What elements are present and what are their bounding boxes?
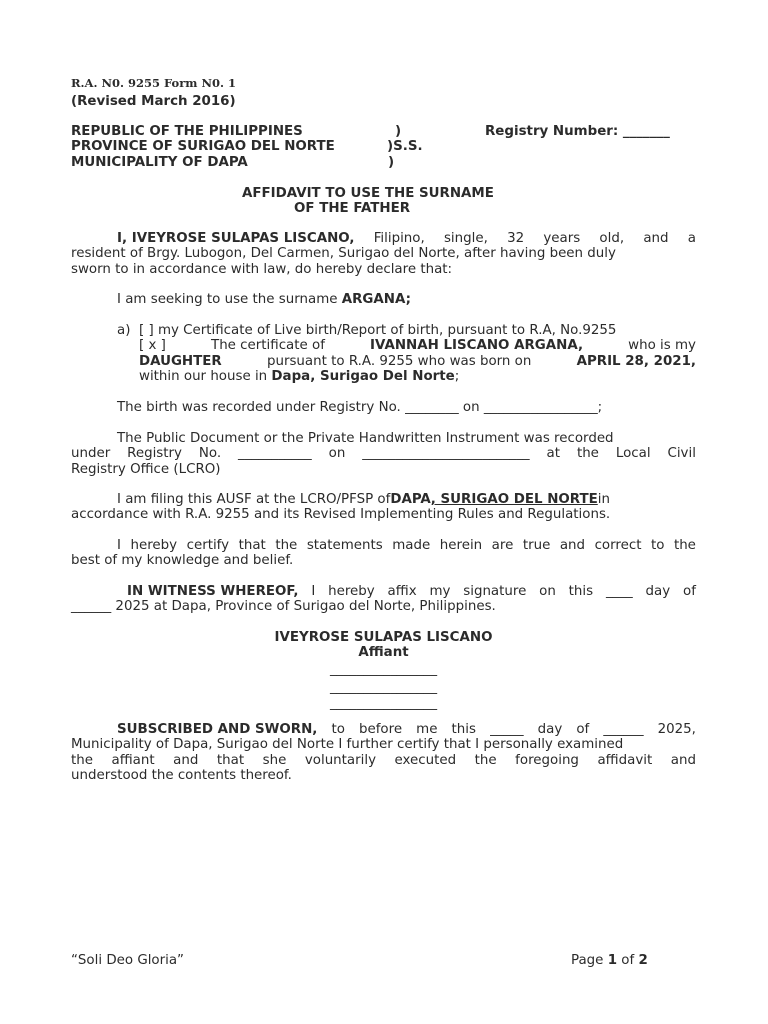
page-indicator: Page 1 of 2 [571,953,648,968]
filing-location: , SURIGAO DEL NORTE [430,492,598,507]
document-paragraph: The Public Document or the Private Handwritten Instrument was recorded under Registry No. ___________ on _________________________ at the Local Civil Registry Office (LCRO) [71,431,696,477]
filing-dapa: DAPA [390,492,431,507]
intro-paragraph: I, IVEYROSE SULAPAS LISCANO, Filipino, single, 32 years old, and a resident of Brgy. Lubogon, Del Carmen, Surigao del Norte, after having been duly sworn to in accordance with law, do hereby declare that: [71,231,696,277]
birth-date: APRIL 28, 2021, [576,354,696,369]
option-a-label: a) [117,323,131,338]
affiant-name-signature: IVEYROSE SULAPAS LISCANO [274,630,493,645]
option-a-line2: [ x ] The certificate of IVANNAH LISCANO ARGANA, who is my [139,338,696,353]
surname-value: ARGANA; [341,292,411,307]
affiant-blank-line: ________________ [329,696,438,711]
form-number: R.A. N0. 9255 Form N0. 1 [71,76,236,90]
birth-place: Dapa, Surigao Del Norte [271,369,455,384]
sworn-paragraph: SUBSCRIBED AND SWORN, to before me this _____ day of ______ 2025, Municipality of Dapa, Surigao del Norte I further certify that I personally examined the affiant and that she voluntarily executed the foregoing affidavit and understood the contents thereof. [71,722,696,784]
option-a-line1: [ ] my Certificate of Live birth/Report of birth, pursuant to R.A, No.9255 [139,323,617,338]
intro-line2: resident of Brgy. Lubogon, Del Carmen, Surigao del Norte, after having been duly [71,246,616,262]
option-a-line3: DAUGHTER pursuant to R.A. 9255 who was born on APRIL 28, 2021, [139,354,696,369]
intro-line3: sworn to in accordance with law, do hereby declare that: [71,261,453,277]
registry-paragraph: The birth was recorded under Registry No. ________ on _________________; [117,400,603,415]
venue-municipality: MUNICIPALITY OF DAPA [71,155,248,170]
filing-paragraph: I am filing this AUSF at the LCRO/PFSP of DAPA , SURIGAO DEL NORTE in accordance with R.A. 9255 and its Revised Implementing Rules and Regulations. [71,492,611,523]
relation: DAUGHTER [139,354,222,369]
option-a-line4: within our house in Dapa, Surigao Del Norte; [139,369,460,384]
page-current: 1 [607,953,618,968]
surname-statement: I am seeking to use the surname ARGANA; [117,292,411,307]
sworn-lead: SUBSCRIBED AND SWORN, [117,722,318,737]
revised-date: (Revised March 2016) [71,94,236,109]
title-line2: OF THE FATHER [294,201,411,216]
child-name: IVANNAH LISCANO ARGANA, [370,338,584,353]
affiant-name: I, IVEYROSE SULAPAS LISCANO, [117,231,355,246]
checkbox-marked: [ x ] [139,338,166,353]
certify-paragraph: I hereby certify that the statements made herein are true and correct to the best of my knowledge and belief. [71,538,696,569]
footer-motto: “Soli Deo Gloria” [71,953,184,968]
registry-number-label: Registry Number: _______ [485,124,670,139]
venue-republic: REPUBLIC OF THE PHILIPPINES [71,124,303,139]
page-total: 2 [638,953,648,968]
witness-paragraph: IN WITNESS WHEREOF, I hereby affix my signature on this ____ day of ______ 2025 at Dapa, Province of Surigao del Norte, Philippines. [71,584,696,615]
affiant-blank-line: ________________ [329,680,438,695]
venue-paren: ) [388,155,395,170]
affiant-role: Affiant [358,645,409,660]
venue-paren: ) [395,124,402,139]
title-line1: AFFIDAVIT TO USE THE SURNAME [242,186,494,201]
witness-lead: IN WITNESS WHEREOF, [127,584,299,599]
venue-province: PROVINCE OF SURIGAO DEL NORTE [71,139,335,154]
affiant-blank-line: ________________ [329,662,438,677]
venue-ss: )S.S. [387,139,423,154]
